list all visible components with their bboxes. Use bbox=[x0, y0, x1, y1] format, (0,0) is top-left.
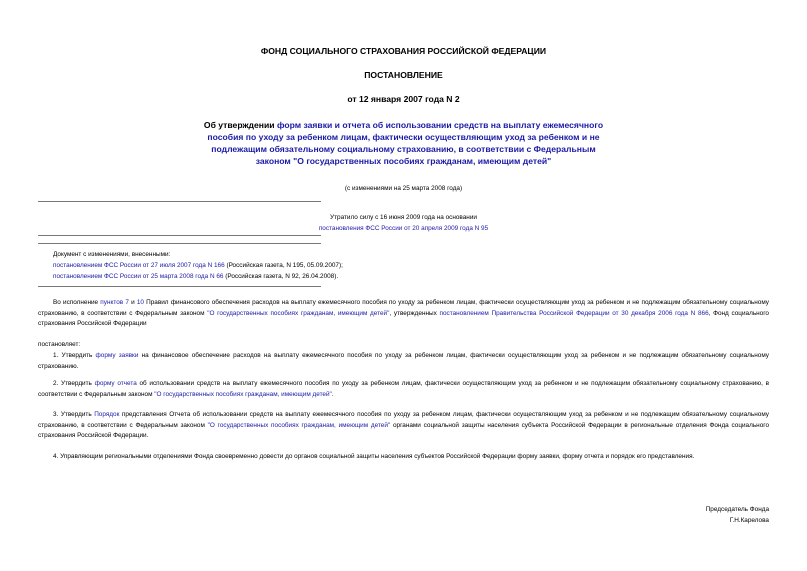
intro-link[interactable]: "О государственных пособиях гражданам, имеющим детей" bbox=[207, 309, 390, 317]
amendment-source: (Российская газета, N 195, 05.09.2007); bbox=[224, 262, 343, 269]
intro-link[interactable]: 10 bbox=[136, 299, 144, 306]
lost-force-link[interactable]: постановления ФСС России от 20 апреля 2009 года N 95 bbox=[318, 225, 489, 232]
intro-text: Во исполнение bbox=[53, 299, 101, 306]
amendment-source: (Российская газета, N 92, 26.04.2008). bbox=[223, 273, 339, 280]
amendment-note: (с изменениями на 25 марта 2008 года) bbox=[344, 185, 463, 192]
item-text: 3. Утвердить bbox=[53, 411, 95, 418]
item-text: 1. Утвердить bbox=[53, 352, 96, 359]
item-1 bbox=[38, 351, 769, 372]
title-prefix: Об утверждении bbox=[203, 120, 277, 130]
intro-link[interactable]: пунктов 7 bbox=[100, 299, 129, 306]
intro-text: , утвержденных bbox=[389, 309, 440, 317]
item-text: 2. Утвердить bbox=[53, 380, 95, 387]
title-link[interactable]: форм заявки и отчета об использовании средств на выплату ежемесячного пособия по уходу за ребенком лицам, фактически осуществляющим уход за ребенком и не подлежащим обязательному социальному страхованию, в соответствии с Федеральным законом "О государственных пособиях гражданам, имеющим детей" bbox=[207, 120, 604, 166]
item-2 bbox=[38, 379, 769, 400]
item-text: органами социальной защиты населения субъекта Российской Федерации в региональные отделения Фонда социального страхования Российской Федерации. bbox=[38, 421, 769, 439]
org-name: ФОНД СОЦИАЛЬНОГО СТРАХОВАНИЯ РОССИЙСКОЙ ФЕДЕРАЦИИ bbox=[260, 46, 547, 56]
amendment-item bbox=[53, 260, 343, 271]
item-4: 4. Управляющим региональными отделениями Фонда своевременно довести до органов социальной защиты населения субъектов Российской Федерации форму заявки, форму отчета и порядок его представления. bbox=[53, 453, 695, 460]
item-link[interactable]: "О государственных пособиях гражданам, имеющим детей" bbox=[207, 421, 391, 429]
amendments-label: Документ с изменениями, внесенными: bbox=[53, 251, 171, 258]
amendment-item bbox=[53, 271, 343, 282]
item-link[interactable]: "О государственных пособиях гражданам, имеющим детей" bbox=[154, 390, 332, 398]
lost-force-text: Утратило силу с 16 июня 2009 года на основании bbox=[330, 214, 477, 221]
intro-link[interactable]: постановлением Правительства Российской Федерации от 30 декабря 2006 года N 866 bbox=[439, 309, 709, 317]
intro-text: и bbox=[128, 299, 137, 306]
resolves-label: постановляет: bbox=[38, 341, 81, 348]
signature-position: Председатель Фонда bbox=[705, 506, 769, 513]
divider bbox=[38, 286, 321, 287]
amendments-block bbox=[53, 249, 343, 282]
divider bbox=[38, 201, 321, 202]
divider bbox=[38, 235, 321, 236]
amendment-link[interactable]: постановлением ФСС России от 27 июля 2007 года N 166 bbox=[53, 262, 225, 269]
item-text: . bbox=[331, 390, 334, 398]
intro-text: , Фонд социального страхования Российской Федерации bbox=[38, 309, 769, 327]
doc-type: ПОСТАНОВЛЕНИЕ bbox=[364, 70, 443, 80]
item-3 bbox=[38, 410, 769, 442]
intro-paragraph bbox=[38, 298, 769, 330]
item-link[interactable]: Порядок bbox=[94, 411, 120, 418]
signature-name: Г.Н.Карелова bbox=[729, 517, 769, 524]
intro-text: Правил финансового обеспечения расходов на выплату ежемесячного пособия по уходу за ребенком лицам, фактически осуществляющим уход за ребенком и не подлежащим обязательному социальному страхованию, в соответствии с Федеральным законом bbox=[38, 299, 769, 317]
item-text: об использовании средств на выплату ежемесячного пособия по уходу за ребенком лицам, фактически осуществляющим уход за ребенком и не подлежащим обязательному социальному страхованию, в соответствии с Федеральным законом bbox=[38, 380, 769, 398]
amendment-link[interactable]: постановлением ФСС России от 25 марта 2008 года N 66 bbox=[53, 273, 224, 280]
doc-title bbox=[200, 119, 607, 167]
item-link[interactable]: форму отчета bbox=[94, 380, 137, 387]
item-text: представления Отчета об использовании средств на выплату ежемесячного пособия по уходу за ребенком лицам, фактически осуществляющим уход за ребенком и не подлежащим обязательному социальному страхованию, в соответствии с Федеральным законом bbox=[38, 411, 769, 429]
item-text: на финансовое обеспечение расходов на выплату ежемесячного пособия по уходу за ребенком лицам, фактически осуществляющим уход за ребенком и не подлежащим обязательному социальному страхованию. bbox=[38, 352, 769, 370]
lost-force-note bbox=[230, 212, 577, 234]
doc-date: от 12 января 2007 года N 2 bbox=[347, 94, 460, 104]
signature-block bbox=[706, 504, 769, 526]
item-link[interactable]: форму заявки bbox=[95, 352, 139, 359]
divider bbox=[38, 243, 321, 244]
